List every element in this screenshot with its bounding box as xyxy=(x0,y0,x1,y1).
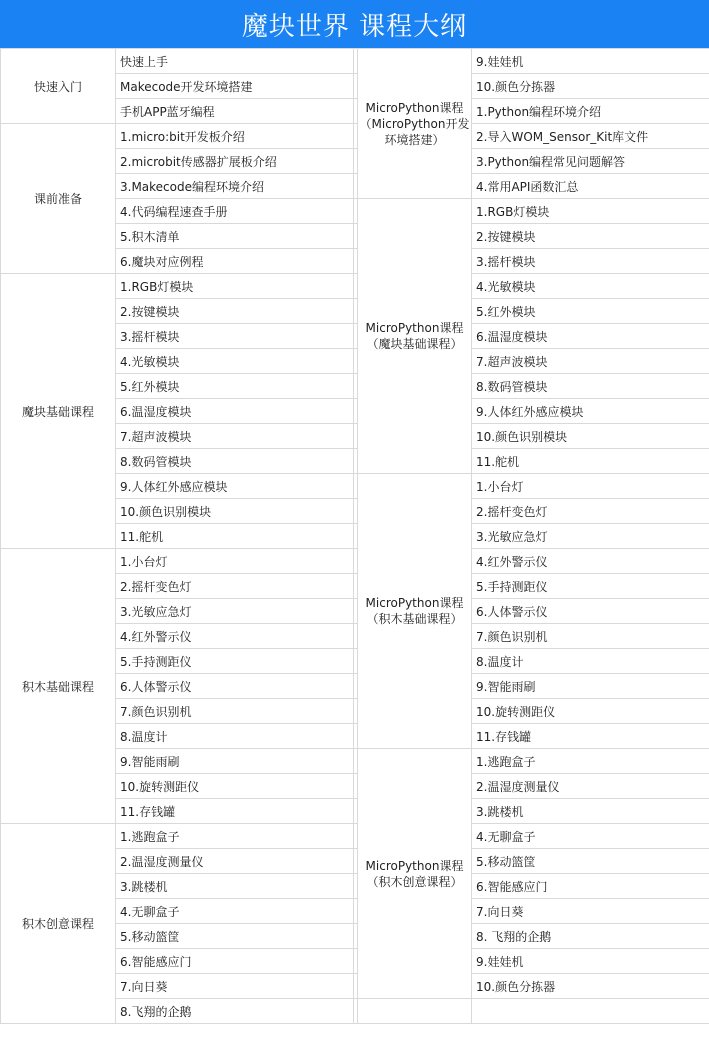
left-item: 3.Makecode编程环境介绍 xyxy=(116,174,354,199)
left-group-name: 积木基础课程 xyxy=(1,549,116,824)
right-item: 7.超声波模块 xyxy=(472,349,709,374)
left-item: 6.魔块对应例程 xyxy=(116,249,354,274)
spacer-cell xyxy=(354,349,358,374)
right-item: 11.存钱罐 xyxy=(472,724,709,749)
right-group-name: MicroPython课程 （魔块基础课程） xyxy=(358,199,472,474)
right-item: 9.娃娃机 xyxy=(472,949,709,974)
right-item: 9.人体红外感应模块 xyxy=(472,399,709,424)
left-group-name: 课前准备 xyxy=(1,124,116,274)
right-item: 2.按键模块 xyxy=(472,224,709,249)
spacer-cell xyxy=(354,249,358,274)
spacer-cell xyxy=(354,449,358,474)
left-item: 5.移动篮筐 xyxy=(116,924,354,949)
right-item: 8. 飞翔的企鹅 xyxy=(472,924,709,949)
spacer-cell xyxy=(354,674,358,699)
syllabus-body xyxy=(1,49,709,1024)
right-item: 10.颜色分拣器 xyxy=(472,974,709,999)
left-item: 1.RGB灯模块 xyxy=(116,274,354,299)
left-item: 7.颜色识别机 xyxy=(116,699,354,724)
left-item: 6.智能感应门 xyxy=(116,949,354,974)
left-item: 7.向日葵 xyxy=(116,974,354,999)
spacer-cell xyxy=(354,299,358,324)
left-item: 2.摇杆变色灯 xyxy=(116,574,354,599)
spacer-cell xyxy=(354,824,358,849)
left-item: 4.红外警示仪 xyxy=(116,624,354,649)
spacer-cell xyxy=(354,74,358,99)
spacer-cell xyxy=(354,624,358,649)
spacer-cell xyxy=(354,899,358,924)
spacer-cell xyxy=(354,974,358,999)
right-item: 1.小台灯 xyxy=(472,474,709,499)
spacer-cell xyxy=(354,124,358,149)
spacer-cell xyxy=(354,524,358,549)
left-item: 5.手持测距仪 xyxy=(116,649,354,674)
table-row xyxy=(1,549,709,574)
page-title: 魔块世界 课程大纲 xyxy=(0,0,709,48)
spacer-cell xyxy=(354,874,358,899)
spacer-cell xyxy=(354,574,358,599)
right-group-name: MicroPython课程 （积木基础课程） xyxy=(358,474,472,749)
left-item: 9.智能雨刷 xyxy=(116,749,354,774)
right-item: 9.娃娃机 xyxy=(472,49,709,74)
right-item: 4.光敏模块 xyxy=(472,274,709,299)
right-item: 5.红外模块 xyxy=(472,299,709,324)
spacer-cell xyxy=(354,274,358,299)
left-item: 7.超声波模块 xyxy=(116,424,354,449)
spacer-cell xyxy=(354,174,358,199)
left-item: 11.舵机 xyxy=(116,524,354,549)
spacer-cell xyxy=(354,99,358,124)
spacer-cell xyxy=(354,499,358,524)
right-item: 3.跳楼机 xyxy=(472,799,709,824)
left-item: 3.光敏应急灯 xyxy=(116,599,354,624)
spacer-cell xyxy=(354,699,358,724)
right-item: 11.舵机 xyxy=(472,449,709,474)
right-item: 9.智能雨刷 xyxy=(472,674,709,699)
left-group-name: 积木创意课程 xyxy=(1,824,116,1024)
spacer-cell xyxy=(354,649,358,674)
spacer-cell xyxy=(354,799,358,824)
spacer-cell xyxy=(354,599,358,624)
spacer-cell xyxy=(354,949,358,974)
spacer-cell xyxy=(354,224,358,249)
left-item: 2.microbit传感器扩展板介绍 xyxy=(116,149,354,174)
table-row xyxy=(1,124,709,149)
right-group-name: MicroPython课程 （积木创意课程） xyxy=(358,749,472,999)
right-item: 1.RGB灯模块 xyxy=(472,199,709,224)
table-row xyxy=(1,824,709,849)
empty-cell xyxy=(358,999,472,1024)
left-item: Makecode开发环境搭建 xyxy=(116,74,354,99)
left-group-name: 魔块基础课程 xyxy=(1,274,116,549)
left-item: 2.温湿度测量仪 xyxy=(116,849,354,874)
left-item: 10.旋转测距仪 xyxy=(116,774,354,799)
left-item: 1.micro:bit开发板介绍 xyxy=(116,124,354,149)
left-item: 3.摇杆模块 xyxy=(116,324,354,349)
right-item: 1.逃跑盒子 xyxy=(472,749,709,774)
right-item: 1.Python编程环境介绍 xyxy=(472,99,709,124)
left-item: 4.无聊盒子 xyxy=(116,899,354,924)
right-item: 5.移动篮筐 xyxy=(472,849,709,874)
spacer-cell xyxy=(354,324,358,349)
left-item: 6.人体警示仪 xyxy=(116,674,354,699)
right-item: 6.温湿度模块 xyxy=(472,324,709,349)
spacer-cell xyxy=(354,724,358,749)
left-item: 3.跳楼机 xyxy=(116,874,354,899)
right-item: 4.常用API函数汇总 xyxy=(472,174,709,199)
right-item: 10.旋转测距仪 xyxy=(472,699,709,724)
right-item: 4.红外警示仪 xyxy=(472,549,709,574)
spacer-cell xyxy=(354,549,358,574)
left-item: 5.积木清单 xyxy=(116,224,354,249)
right-item: 7.颜色识别机 xyxy=(472,624,709,649)
left-item: 手机APP蓝牙编程 xyxy=(116,99,354,124)
empty-cell xyxy=(472,999,709,1024)
right-item: 8.数码管模块 xyxy=(472,374,709,399)
right-item: 4.无聊盒子 xyxy=(472,824,709,849)
left-group-name: 快速入门 xyxy=(1,49,116,124)
right-item: 2.温湿度测量仪 xyxy=(472,774,709,799)
left-item: 5.红外模块 xyxy=(116,374,354,399)
left-item: 8.飞翔的企鹅 xyxy=(116,999,354,1024)
right-item: 8.温度计 xyxy=(472,649,709,674)
left-item: 9.人体红外感应模块 xyxy=(116,474,354,499)
right-item: 3.光敏应急灯 xyxy=(472,524,709,549)
right-item: 3.Python编程常见问题解答 xyxy=(472,149,709,174)
spacer-cell xyxy=(354,849,358,874)
left-item: 4.光敏模块 xyxy=(116,349,354,374)
left-item: 1.小台灯 xyxy=(116,549,354,574)
left-item: 10.颜色识别模块 xyxy=(116,499,354,524)
right-item: 6.人体警示仪 xyxy=(472,599,709,624)
table-row xyxy=(1,49,709,74)
right-item: 2.摇杆变色灯 xyxy=(472,499,709,524)
right-group-name: MicroPython课程 （MicroPython开发环境搭建） xyxy=(358,49,472,199)
spacer-cell xyxy=(354,774,358,799)
left-item: 8.数码管模块 xyxy=(116,449,354,474)
right-item: 10.颜色分拣器 xyxy=(472,74,709,99)
table-row xyxy=(1,274,709,299)
left-item: 4.代码编程速查手册 xyxy=(116,199,354,224)
spacer-cell xyxy=(354,149,358,174)
right-item: 7.向日葵 xyxy=(472,899,709,924)
spacer-cell xyxy=(354,924,358,949)
left-item: 快速上手 xyxy=(116,49,354,74)
spacer-cell xyxy=(354,399,358,424)
right-item: 6.智能感应门 xyxy=(472,874,709,899)
left-item: 6.温湿度模块 xyxy=(116,399,354,424)
left-item: 11.存钱罐 xyxy=(116,799,354,824)
left-item: 2.按键模块 xyxy=(116,299,354,324)
right-item: 3.摇杆模块 xyxy=(472,249,709,274)
left-item: 8.温度计 xyxy=(116,724,354,749)
right-item: 10.颜色识别模块 xyxy=(472,424,709,449)
spacer-cell xyxy=(354,374,358,399)
spacer-cell xyxy=(354,424,358,449)
syllabus-table xyxy=(0,48,709,1024)
right-item: 2.导入WOM_Sensor_Kit库文件 xyxy=(472,124,709,149)
right-item: 5.手持测距仪 xyxy=(472,574,709,599)
left-item: 1.逃跑盒子 xyxy=(116,824,354,849)
